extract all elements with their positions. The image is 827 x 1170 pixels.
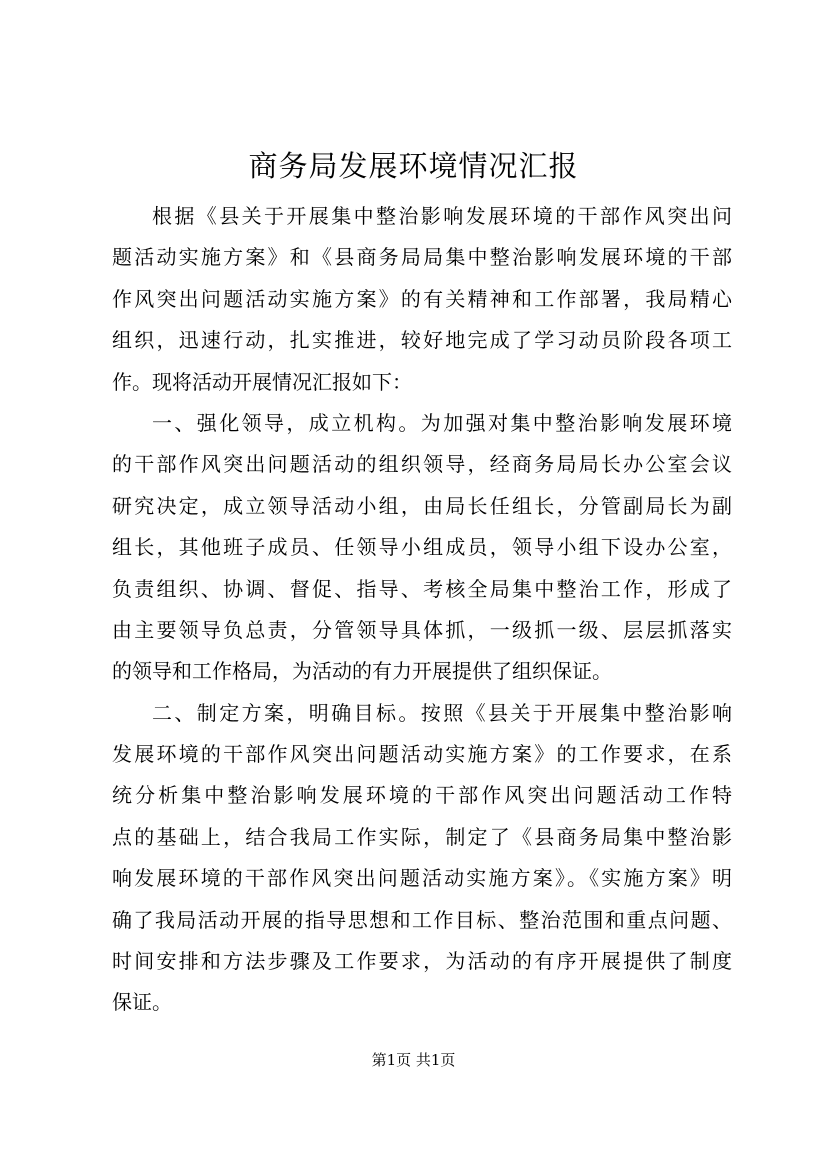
body-text-line: 时间安排和方法步骤及工作要求，为活动的有序开展提供了制度	[112, 949, 732, 974]
body-text-line: 研究决定，成立领导活动小组，由局长任组长，分管副局长为副	[112, 493, 732, 518]
body-text-line: 的领导和工作格局，为活动的有力开展提供了组织保证。	[112, 659, 612, 684]
body-text-line: 由主要领导负总责，分管领导具体抓，一级抓一级、层层抓落实	[112, 617, 732, 642]
document-body	[112, 196, 732, 1024]
body-text-line: 的干部作风突出问题活动的组织领导，经商务局局长办公室会议	[112, 452, 732, 477]
body-text-line: 组长，其他班子成员、任领导小组成员，领导小组下设办公室，	[112, 535, 732, 560]
body-text-line: 一、强化领导，成立机构。为加强对集中整治影响发展环境	[152, 410, 732, 435]
body-text-line: 点的基础上，结合我局工作实际，制定了《县商务局集中整治影	[112, 824, 732, 849]
document-title: 商务局发展环境情况汇报	[248, 149, 579, 183]
body-text-line: 根据《县关于开展集中整治影响发展环境的干部作风突出问	[152, 204, 732, 228]
body-text-line: 负责组织、协调、督促、指导、考核全局集中整治工作，形成了	[112, 576, 732, 601]
body-text-line: 响发展环境的干部作风突出问题活动实施方案》。《实施方案》明	[112, 866, 732, 891]
body-text-line: 组织，迅速行动，扎实推进，较好地完成了学习动员阶段各项工	[112, 328, 732, 353]
body-text-line: 保证。	[112, 990, 172, 1015]
body-text-line: 发展环境的干部作风突出问题活动实施方案》的工作要求，在系	[112, 742, 732, 767]
body-text-line: 二、制定方案，明确目标。按照《县关于开展集中整治影响	[152, 700, 732, 725]
body-text-line: 作。现将活动开展情况汇报如下：	[112, 369, 412, 394]
body-text-line: 确了我局活动开展的指导思想和工作目标、整治范围和重点问题、	[112, 907, 732, 932]
body-text-line: 题活动实施方案》和《县商务局局集中整治影响发展环境的干部	[112, 245, 732, 270]
page-footer: 第1页 共1页	[371, 1051, 456, 1069]
body-text-line: 作风突出问题活动实施方案》的有关精神和工作部署，我局精心	[112, 286, 732, 311]
body-text-line: 统分析集中整治影响发展环境的干部作风突出问题活动工作特	[112, 783, 732, 808]
